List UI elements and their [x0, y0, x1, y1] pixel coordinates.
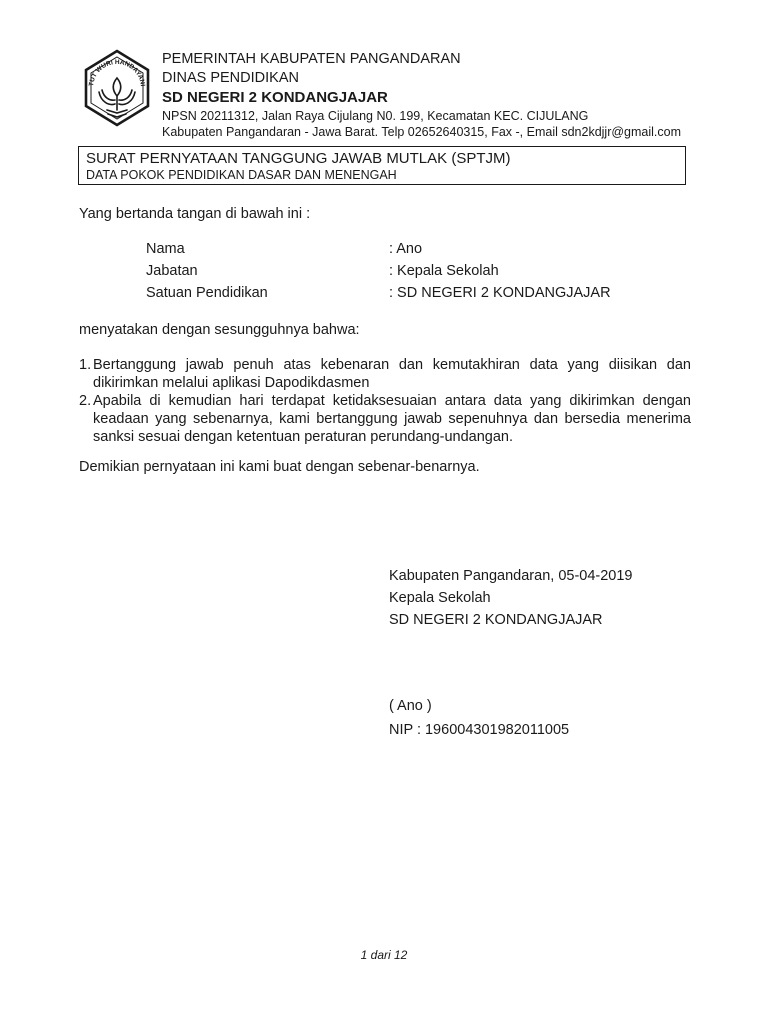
- identity-value-name: : Ano: [389, 241, 423, 257]
- point-text: Bertanggung jawab penuh atas kebenaran dan kemutakhiran data yang diisikan dan dikirimkan melalui aplikasi Dapodikdasmen: [93, 357, 691, 391]
- signatory-nip: NIP : 196004301982011005: [389, 722, 570, 738]
- signatory-name: ( Ano ): [389, 698, 432, 714]
- signature-place-date: Kabupaten Pangandaran, 05-04-2019: [389, 568, 633, 584]
- intro-text: Yang bertanda tangan di bawah ini :: [79, 206, 311, 222]
- document-title: SURAT PERNYATAAN TANGGUNG JAWAB MUTLAK (SPTJM): [86, 150, 511, 167]
- identity-label-position: Jabatan: [146, 263, 198, 279]
- signature-school: SD NEGERI 2 KONDANGJAJAR: [389, 612, 603, 628]
- school-address: NPSN 20211312, Jalan Raya Cijulang N0. 199, Kecamatan KEC. CIJULANG: [162, 109, 589, 123]
- closing-text: Demikian pernyataan ini kami buat dengan sebenar-benarnya.: [79, 459, 480, 475]
- identity-value-school: : SD NEGERI 2 KONDANGJAJAR: [389, 285, 611, 301]
- point-text: Apabila di kemudian hari terdapat ketidaksesuaian antara data yang dikirimkan dengan keadaan yang sebenarnya, kami bertanggung jawab sepenuhnya dan bersedia menerima sanksi sesuai dengan ketentuan peraturan perundang-undangan.: [93, 393, 691, 445]
- page-number: 1 dari 12: [360, 948, 408, 962]
- identity-value-position: : Kepala Sekolah: [389, 263, 499, 279]
- document-title-box: [78, 146, 686, 185]
- school-name: SD NEGERI 2 KONDANGJAJAR: [162, 89, 388, 106]
- statement-point: [79, 392, 691, 446]
- point-number: 1.: [79, 357, 92, 373]
- signature-position: Kepala Sekolah: [389, 590, 491, 606]
- identity-label-school: Satuan Pendidikan: [146, 285, 268, 301]
- logo-motto-text: TUT WURI HANDAYANI: [88, 58, 146, 87]
- letterhead: [162, 50, 722, 140]
- school-contact: Kabupaten Pangandaran - Jawa Barat. Telp 02652640315, Fax -, Email sdn2kdjjr@gmail.com: [162, 125, 682, 139]
- statement-point: [79, 356, 691, 392]
- statement-text: menyatakan dengan sesungguhnya bahwa:: [79, 322, 360, 338]
- government-name: PEMERINTAH KABUPATEN PANGANDARAN: [162, 51, 461, 67]
- identity-label-name: Nama: [146, 241, 185, 257]
- tut-wuri-handayani-logo: [77, 48, 157, 128]
- document-subtitle: DATA POKOK PENDIDIKAN DASAR DAN MENENGAH: [86, 168, 397, 182]
- statement-points: [79, 356, 691, 446]
- department-name: DINAS PENDIDIKAN: [162, 70, 299, 86]
- point-number: 2.: [79, 393, 92, 409]
